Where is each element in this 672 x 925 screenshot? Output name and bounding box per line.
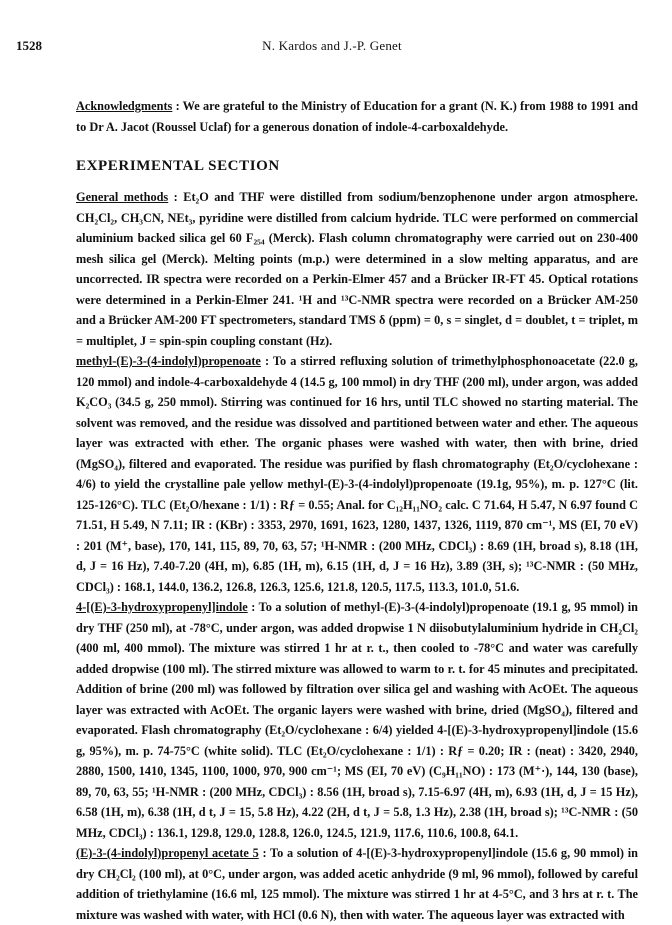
general-methods-text: : Et₂O and THF were distilled from sodium/benzophenone under argon atmosphere. CH₂Cl₂, CH₃CN, NEt₃, pyridine were distilled from calcium hydride. TLC were performed on commercial aluminium backed silica gel 60 F₂₅₄ (Merck). Flash column chromatography were carried out on 230-400 mesh silica gel (Merck). Melting points (m.p.) were determined in a slow melting apparatus, and are uncorrected. IR spectra were recorded on a Perkin-Elmer 457 and a Brücker IR-FT 45. Optical rotations were determined in a Perkin-Elmer 241. ¹H and ¹³C-NMR spectra were recorded on a Brücker AM-250 and a Brücker AM-200 FT spectrometers, standard TMS δ (ppm) = 0, s = singlet, d = doublet, t = triplet, m = multiplet, J = spin-spin coupling constant (Hz). bbox=[76, 190, 638, 348]
compound-1-paragraph bbox=[76, 351, 638, 597]
compound-1-text: : To a stirred refluxing solution of trimethylphosphonoacetate (22.0 g, 120 mmol) and indole-4-carboxaldehyde 4 (14.5 g, 100 mmol) in dry THF (200 ml), under argon, was added K₂CO₃ (34.5 g, 250 mmol). Stirring was continued for 16 hrs, until TLC showed no starting material. The solvent was removed, and the residue was dissolved and partitioned between water and ether. The aqueous layer was extracted with ether. The organic phases were washed with water, then with brine, dried (MgSO₄), filtered and evaporated. The residue was purified by flash chromatography (Et₂O/cyclohexane : 4/6) to yield the crystalline pale yellow methyl-(E)-3-(4-indolyl)propenoate (19.1g, 95%), m. p. 127°C (lit. 125-126°C). TLC (Et₂O/hexane : 1/1) : Rƒ = 0.55; Anal. for C₁₂H₁₁NO₂ calc. C 71.64, H 5.47, N 6.97 found C 71.51, H 5.49, N 7.11; IR : (KBr) : 3353, 2970, 1691, 1623, 1280, 1437, 1326, 1119, 870 cm⁻¹, MS (EI, 70 eV) : 201 (M⁺, base), 170, 141, 115, 89, 70, 63, 57; ¹H-NMR : (200 MHz, CDCl₃) : 8.69 (1H, broad s), 8.18 (1H, d, J = 16 Hz), 7.40-7.20 (4H, m), 6.85 (1H, m), 6.15 (1H, d, J = 16 Hz), 3.89 (3H, s); ¹³C-NMR : (50 MHz, CDCl₃) : 168.1, 144.0, 136.2, 126.8, 126.3, 125.6, 121.8, 120.5, 117.5, 113.3, 101.0, 51.6. bbox=[76, 354, 638, 594]
acknowledgments-text: : We are grateful to the Ministry of Education for a grant (N. K.) from 1988 to 1991 and to Dr A. Jacot (Roussel Uclaf) for a generous donation of indole-4-carboxaldehyde. bbox=[76, 99, 638, 134]
compound-3-heading: (E)-3-(4-indolyl)propenyl acetate 5 bbox=[76, 846, 259, 860]
compound-2-heading: 4-[(E)-3-hydroxypropenyl]indole bbox=[76, 600, 248, 614]
compound-2-paragraph bbox=[76, 597, 638, 843]
general-methods-heading: General methods bbox=[76, 190, 169, 204]
page-header bbox=[16, 38, 648, 58]
compound-2-text: : To a solution of methyl-(E)-3-(4-indolyl)propenoate (19.1 g, 95 mmol) in dry THF (250 ml), at -78°C, under argon, was added dropwise 1 N diisobutylaluminium hydride in CH₂Cl₂ (400 ml, 400 mmol). The mixture was stirred 1 hr at r. t., then cooled to -78°C and water was carefully added dropwise (100 ml). The stirred mixture was allowed to warm to r. t. for 45 minutes and precipitated. Addition of brine (200 ml) was followed by filtration over silica gel and washing with AcOEt. The aqueous layer was extracted with AcOEt. The organic layers were washed with brine, dried (MgSO₄), filtered and evaporated. Flash chromatography (Et₂O/cyclohexane : 6/4) yielded 4-[(E)-3-hydroxypropenyl]indole (15.6 g, 95%), m. p. 74-75°C (white solid). TLC (Et₂O/cyclohexane : 1/1) : Rƒ = 0.20; IR : (neat) : 3420, 2940, 2880, 1500, 1410, 1345, 1100, 1000, 970, 900 cm⁻¹; MS (EI, 70 eV) (C₉H₁₁NO) : 173 (M⁺·), 144, 130 (base), 89, 70, 63, 55; ¹H-NMR : (200 MHz, CDCl₃) : 8.56 (1H, broad s), 7.15-6.97 (4H, m), 6.93 (1H, d, J = 15 Hz), 6.58 (1H, m), 6.38 (1H, d t, J = 15, 5.8 Hz), 4.22 (2H, d t, J = 5.8, 1.3 Hz), 2.38 (1H, broad s); ¹³C-NMR : (50 MHz, CDCl₃) : 136.1, 129.8, 129.0, 128.8, 126.0, 124.5, 121.9, 117.6, 110.6, 100.8, 64.1. bbox=[76, 600, 638, 840]
article-body bbox=[76, 96, 638, 925]
compound-3-paragraph bbox=[76, 843, 638, 925]
general-methods-paragraph bbox=[76, 187, 638, 351]
section-title: EXPERIMENTAL SECTION bbox=[76, 158, 280, 174]
page-number: 1528 bbox=[16, 38, 42, 53]
compound-3-text: : To a solution of 4-[(E)-3-hydroxypropenyl]indole (15.6 g, 90 mmol) in dry CH₂Cl₂ (100 ml), at 0°C, under argon, was added acetic anhydride (9 ml, 96 mmol), followed by careful addition of triethylamine (16.6 ml, 125 mmol). The mixture was stirred 1 hr at 4-5°C, and 3 hrs at r. t. The mixture was washed with water, with HCl (0.6 N), then with water. The aqueous layer was extracted with bbox=[76, 846, 638, 922]
acknowledgments-paragraph bbox=[76, 96, 638, 137]
acknowledgments-heading: Acknowledgments bbox=[76, 99, 173, 113]
running-head: N. Kardos and J.-P. Genet bbox=[262, 38, 402, 53]
compound-1-heading: methyl-(E)-3-(4-indolyl)propenoate bbox=[76, 354, 261, 368]
